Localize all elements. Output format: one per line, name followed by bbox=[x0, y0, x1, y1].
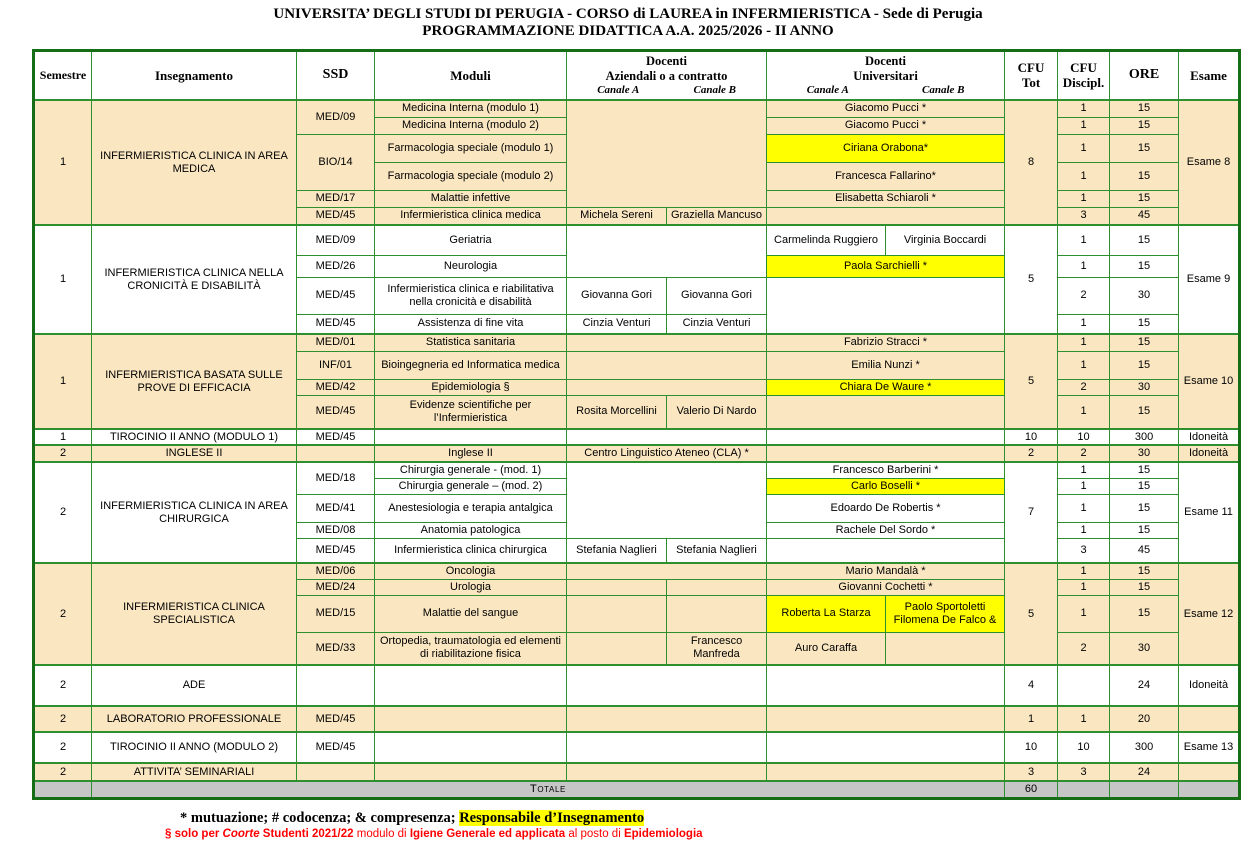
cfu-discipl-cell bbox=[1058, 781, 1110, 798]
ore-cell: 15 bbox=[1110, 462, 1179, 478]
docente-universitario-cell bbox=[767, 445, 1005, 462]
insegnamento-cell: INFERMIERISTICA CLINICA IN AREA CHIRURGICA bbox=[92, 462, 297, 563]
header-az-line1: Docenti bbox=[646, 54, 687, 69]
docente-universitario-cell: Emilia Nunzi * bbox=[767, 351, 1005, 379]
footnote-seg: Studenti 2021/22 bbox=[259, 827, 357, 840]
cfu-discipl-cell: 1 bbox=[1058, 314, 1110, 334]
ssd-cell: MED/09 bbox=[297, 225, 375, 255]
docente-aziendale-cell bbox=[567, 763, 767, 781]
ore-cell bbox=[1110, 781, 1179, 798]
cfu-discipl-cell: 10 bbox=[1058, 732, 1110, 763]
cfu-discipl-cell: 10 bbox=[1058, 429, 1110, 445]
footnote-coorte bbox=[165, 828, 1256, 840]
ssd-cell: MED/45 bbox=[297, 207, 375, 225]
modulo-cell: Statistica sanitaria bbox=[375, 334, 567, 351]
cfu-tot-cell: 5 bbox=[1005, 225, 1058, 334]
cfu-tot-cell: 5 bbox=[1005, 334, 1058, 429]
header-docenti-aziendali bbox=[567, 50, 767, 100]
modulo-cell: Geriatria bbox=[375, 225, 567, 255]
header-uni-canali bbox=[770, 84, 1001, 97]
table-header-row bbox=[34, 50, 1240, 100]
docente-universitario-cell: Paola Sarchielli * bbox=[767, 255, 1005, 277]
esame-cell: Esame 12 bbox=[1179, 563, 1240, 665]
ore-cell: 30 bbox=[1110, 379, 1179, 395]
docente-universitario-cell: Edoardo De Robertis * bbox=[767, 494, 1005, 522]
cfu-discipl-cell: 2 bbox=[1058, 379, 1110, 395]
table-row bbox=[34, 706, 1240, 732]
table-row bbox=[34, 563, 1240, 579]
table-row bbox=[34, 334, 1240, 351]
docente-aziendale-cell bbox=[567, 379, 767, 395]
docente-universitario-cell bbox=[886, 595, 1005, 632]
semestre-cell: 1 bbox=[34, 100, 92, 225]
ore-cell: 20 bbox=[1110, 706, 1179, 732]
insegnamento-cell: ADE bbox=[92, 665, 297, 706]
docente-universitario-cell: Giovanni Cochetti * bbox=[767, 579, 1005, 595]
modulo-cell: Oncologia bbox=[375, 563, 567, 579]
cfu-tot-cell: 10 bbox=[1005, 732, 1058, 763]
cfu-discipl-cell bbox=[1058, 665, 1110, 706]
table-row bbox=[34, 665, 1240, 706]
semestre-cell: 2 bbox=[34, 462, 92, 563]
ore-cell: 15 bbox=[1110, 100, 1179, 117]
docente-aziendale-cell: Michela Sereni bbox=[567, 207, 667, 225]
modulo-cell: Medicina Interna (modulo 2) bbox=[375, 117, 567, 134]
totale-row bbox=[34, 781, 1240, 798]
docente-universitario-cell: Chiara De Waure * bbox=[767, 379, 1005, 395]
modulo-cell: Assistenza di fine vita bbox=[375, 314, 567, 334]
cfu-discipl-cell: 1 bbox=[1058, 190, 1110, 207]
header-uni-canale-b: Canale B bbox=[922, 83, 965, 96]
docente-aziendale-cell: Rosita Morcellini bbox=[567, 395, 667, 429]
docente-universitario-cell bbox=[886, 632, 1005, 665]
docente-name-line2: Filomena De Falco & bbox=[893, 613, 997, 626]
cfu-discipl-cell: 1 bbox=[1058, 100, 1110, 117]
ssd-cell: MED/33 bbox=[297, 632, 375, 665]
esame-cell bbox=[1179, 781, 1240, 798]
docente-universitario-cell: Carlo Boselli * bbox=[767, 478, 1005, 494]
insegnamento-cell: ATTIVITA’ SEMINARIALI bbox=[92, 763, 297, 781]
cfu-tot-cell: 60 bbox=[1005, 781, 1058, 798]
ssd-cell bbox=[297, 445, 375, 462]
cfu-tot-cell: 3 bbox=[1005, 763, 1058, 781]
modulo-cell bbox=[375, 732, 567, 763]
header-cfu-tot-line2: Tot bbox=[1021, 75, 1041, 91]
modulo-cell bbox=[375, 429, 567, 445]
semestre-cell: 1 bbox=[34, 225, 92, 334]
modulo-cell: Chirurgia generale - (mod. 1) bbox=[375, 462, 567, 478]
header-uni-line2: Universitari bbox=[853, 68, 918, 83]
docente-aziendale-cell: Graziella Mancuso bbox=[667, 207, 767, 225]
docente-universitario-cell: Roberta La Starza bbox=[767, 595, 886, 632]
docente-universitario-cell: Virginia Boccardi bbox=[886, 225, 1005, 255]
insegnamento-cell: INGLESE II bbox=[92, 445, 297, 462]
docente-aziendale-cell bbox=[567, 665, 767, 706]
header-esame: Esame bbox=[1179, 50, 1240, 100]
insegnamento-cell: INFERMIERISTICA BASATA SULLE PROVE DI EFFICACIA bbox=[92, 334, 297, 429]
semestre-cell bbox=[34, 781, 92, 798]
ore-cell: 300 bbox=[1110, 732, 1179, 763]
ore-cell: 30 bbox=[1110, 445, 1179, 462]
modulo-cell: Anatomia patologica bbox=[375, 522, 567, 538]
header-insegnamento: Insegnamento bbox=[92, 50, 297, 100]
ore-cell: 15 bbox=[1110, 522, 1179, 538]
cfu-tot-cell: 7 bbox=[1005, 462, 1058, 563]
ore-cell: 15 bbox=[1110, 351, 1179, 379]
insegnamento-cell: INFERMIERISTICA CLINICA IN AREA MEDICA bbox=[92, 100, 297, 225]
esame-cell: Idoneità bbox=[1179, 445, 1240, 462]
cfu-discipl-cell: 1 bbox=[1058, 395, 1110, 429]
cfu-discipl-cell: 1 bbox=[1058, 334, 1110, 351]
modulo-cell: Bioingegneria ed Informatica medica bbox=[375, 351, 567, 379]
docente-universitario-cell: Rachele Del Sordo * bbox=[767, 522, 1005, 538]
cfu-tot-cell: 2 bbox=[1005, 445, 1058, 462]
modulo-cell: Ortopedia, traumatologia ed elementi di riabilitazione fisica bbox=[375, 632, 567, 665]
semestre-cell: 2 bbox=[34, 563, 92, 665]
cfu-discipl-cell: 1 bbox=[1058, 478, 1110, 494]
ore-cell: 15 bbox=[1110, 117, 1179, 134]
ore-cell: 15 bbox=[1110, 162, 1179, 190]
semestre-cell: 2 bbox=[34, 665, 92, 706]
esame-cell: Esame 8 bbox=[1179, 100, 1240, 225]
insegnamento-cell: LABORATORIO PROFESSIONALE bbox=[92, 706, 297, 732]
ssd-cell: MED/45 bbox=[297, 538, 375, 563]
docente-aziendale-cell: Giovanna Gori bbox=[667, 277, 767, 314]
modulo-cell: Medicina Interna (modulo 1) bbox=[375, 100, 567, 117]
insegnamento-cell: INFERMIERISTICA CLINICA NELLA CRONICITÀ E DISABILITÀ bbox=[92, 225, 297, 334]
footnote-legend bbox=[180, 810, 1256, 827]
footnote-seg: § solo per bbox=[165, 827, 223, 840]
semestre-cell: 1 bbox=[34, 429, 92, 445]
ssd-cell: MED/42 bbox=[297, 379, 375, 395]
insegnamento-cell: TIROCINIO II ANNO (MODULO 2) bbox=[92, 732, 297, 763]
docente-universitario-cell: Francesco Barberini * bbox=[767, 462, 1005, 478]
insegnamento-cell: INFERMIERISTICA CLINICA SPECIALISTICA bbox=[92, 563, 297, 665]
docente-universitario-cell: Ciriana Orabona* bbox=[767, 134, 1005, 162]
cfu-discipl-cell: 3 bbox=[1058, 763, 1110, 781]
docente-aziendale-cell bbox=[567, 334, 767, 351]
header-ore: ORE bbox=[1110, 50, 1179, 100]
semestre-cell: 2 bbox=[34, 763, 92, 781]
docente-universitario-cell: Giacomo Pucci * bbox=[767, 117, 1005, 134]
docente-aziendale-cell bbox=[567, 429, 767, 445]
ssd-cell bbox=[297, 763, 375, 781]
document-title bbox=[0, 0, 1256, 41]
header-ssd: SSD bbox=[297, 50, 375, 100]
cfu-discipl-cell: 2 bbox=[1058, 632, 1110, 665]
footnote-seg-igiene: Igiene Generale ed applicata bbox=[409, 827, 566, 840]
ssd-cell: MED/24 bbox=[297, 579, 375, 595]
table-row bbox=[34, 462, 1240, 478]
header-cfu-tot-line1: CFU bbox=[1017, 59, 1045, 75]
docente-aziendale-cell: Stefania Naglieri bbox=[567, 538, 667, 563]
esame-cell bbox=[1179, 763, 1240, 781]
footnote-seg-coorte: Coorte bbox=[222, 827, 260, 840]
docente-universitario-cell bbox=[767, 665, 1005, 706]
ore-cell: 15 bbox=[1110, 478, 1179, 494]
cfu-discipl-cell: 1 bbox=[1058, 117, 1110, 134]
docente-universitario-cell: Auro Caraffa bbox=[767, 632, 886, 665]
esame-cell: Esame 9 bbox=[1179, 225, 1240, 334]
docente-universitario-cell: Giacomo Pucci * bbox=[767, 100, 1005, 117]
cfu-tot-cell: 4 bbox=[1005, 665, 1058, 706]
modulo-cell: Infermieristica clinica medica bbox=[375, 207, 567, 225]
table-row bbox=[34, 429, 1240, 445]
cfu-discipl-cell: 1 bbox=[1058, 579, 1110, 595]
docente-aziendale-cell: Stefania Naglieri bbox=[667, 538, 767, 563]
ssd-cell: MED/15 bbox=[297, 595, 375, 632]
ssd-cell: MED/17 bbox=[297, 190, 375, 207]
semestre-cell: 2 bbox=[34, 445, 92, 462]
docente-aziendale-cell: Cinzia Venturi bbox=[667, 314, 767, 334]
modulo-cell bbox=[375, 665, 567, 706]
footnote-seg: al posto di bbox=[565, 827, 624, 840]
insegnamento-cell: TIROCINIO II ANNO (MODULO 1) bbox=[92, 429, 297, 445]
ore-cell: 24 bbox=[1110, 763, 1179, 781]
totale-label: Totale bbox=[92, 781, 1005, 798]
document-title-line2: PROGRAMMAZIONE DIDATTICA A.A. 2025/2026 - II ANNO bbox=[422, 23, 834, 40]
semestre-cell: 2 bbox=[34, 706, 92, 732]
ore-cell: 15 bbox=[1110, 563, 1179, 579]
ore-cell: 15 bbox=[1110, 595, 1179, 632]
table-row bbox=[34, 763, 1240, 781]
ssd-cell: MED/45 bbox=[297, 277, 375, 314]
docente-aziendale-cell bbox=[567, 732, 767, 763]
cfu-tot-cell: 10 bbox=[1005, 429, 1058, 445]
docente-aziendale-cell bbox=[567, 351, 767, 379]
modulo-cell: Anestesiologia e terapia antalgica bbox=[375, 494, 567, 522]
ore-cell: 15 bbox=[1110, 314, 1179, 334]
ore-cell: 15 bbox=[1110, 494, 1179, 522]
docente-universitario-cell: Carmelinda Ruggiero bbox=[767, 225, 886, 255]
ssd-cell: MED/45 bbox=[297, 395, 375, 429]
modulo-cell: Urologia bbox=[375, 579, 567, 595]
cfu-discipl-cell: 2 bbox=[1058, 445, 1110, 462]
ssd-cell: MED/45 bbox=[297, 429, 375, 445]
ore-cell: 45 bbox=[1110, 538, 1179, 563]
cfu-tot-cell: 5 bbox=[1005, 563, 1058, 665]
ore-cell: 45 bbox=[1110, 207, 1179, 225]
cfu-tot-cell: 1 bbox=[1005, 706, 1058, 732]
esame-cell: Esame 10 bbox=[1179, 334, 1240, 429]
header-az-canale-a: Canale A bbox=[597, 83, 640, 96]
ore-cell: 15 bbox=[1110, 225, 1179, 255]
semestre-cell: 2 bbox=[34, 732, 92, 763]
table-row bbox=[34, 100, 1240, 117]
ore-cell: 15 bbox=[1110, 395, 1179, 429]
docente-aziendale-cell bbox=[567, 706, 767, 732]
footnote-legend-text: * mutuazione; # codocenza; & compresenza; bbox=[180, 809, 460, 826]
footnote-seg-epidemiologia: Epidemiologia bbox=[623, 827, 703, 840]
modulo-cell: Malattie infettive bbox=[375, 190, 567, 207]
ssd-cell: BIO/14 bbox=[297, 134, 375, 190]
modulo-cell: Farmacologia speciale (modulo 2) bbox=[375, 162, 567, 190]
docente-aziendale-cell bbox=[567, 563, 767, 579]
docente-aziendale-cell bbox=[667, 595, 767, 632]
cfu-discipl-cell: 1 bbox=[1058, 563, 1110, 579]
ssd-cell: MED/45 bbox=[297, 314, 375, 334]
header-uni-line1: Docenti bbox=[865, 54, 906, 69]
table-row bbox=[34, 445, 1240, 462]
docente-name-line1: Paolo Sportoletti bbox=[904, 600, 986, 613]
ssd-cell: MED/08 bbox=[297, 522, 375, 538]
cfu-discipl-cell: 1 bbox=[1058, 462, 1110, 478]
cfu-discipl-cell: 1 bbox=[1058, 134, 1110, 162]
header-docenti-universitari bbox=[767, 50, 1005, 100]
docente-universitario-cell bbox=[767, 706, 1005, 732]
modulo-cell: Malattie del sangue bbox=[375, 595, 567, 632]
docente-aziendale-cell: Centro Linguistico Ateneo (CLA) * bbox=[567, 445, 767, 462]
docente-aziendale-cell: Giovanna Gori bbox=[567, 277, 667, 314]
docente-universitario-cell bbox=[767, 732, 1005, 763]
docente-universitario-cell bbox=[767, 277, 1005, 334]
docente-aziendale-cell: Francesco Manfreda bbox=[667, 632, 767, 665]
cfu-discipl-cell: 1 bbox=[1058, 162, 1110, 190]
ssd-cell: MED/45 bbox=[297, 732, 375, 763]
ssd-cell: MED/41 bbox=[297, 494, 375, 522]
docente-universitario-cell bbox=[767, 763, 1005, 781]
ore-cell: 30 bbox=[1110, 632, 1179, 665]
ore-cell: 15 bbox=[1110, 255, 1179, 277]
docente-universitario-cell: Fabrizio Stracci * bbox=[767, 334, 1005, 351]
cfu-tot-cell: 8 bbox=[1005, 100, 1058, 225]
ore-cell: 24 bbox=[1110, 665, 1179, 706]
ore-cell: 15 bbox=[1110, 134, 1179, 162]
ore-cell: 15 bbox=[1110, 334, 1179, 351]
ssd-cell: MED/06 bbox=[297, 563, 375, 579]
esame-cell bbox=[1179, 706, 1240, 732]
modulo-cell: Neurologia bbox=[375, 255, 567, 277]
header-cfu-discipl-line2: Discipl. bbox=[1062, 75, 1105, 91]
docente-universitario-cell bbox=[767, 538, 1005, 563]
ssd-cell bbox=[297, 665, 375, 706]
footnote-seg: modulo di bbox=[356, 827, 410, 840]
header-uni-canale-a: Canale A bbox=[806, 83, 849, 96]
ore-cell: 15 bbox=[1110, 190, 1179, 207]
esame-cell: Idoneità bbox=[1179, 429, 1240, 445]
ssd-cell: INF/01 bbox=[297, 351, 375, 379]
esame-cell: Idoneità bbox=[1179, 665, 1240, 706]
header-semestre: Semestre bbox=[34, 50, 92, 100]
docente-universitario-cell: Mario Mandalà * bbox=[767, 563, 1005, 579]
ore-cell: 300 bbox=[1110, 429, 1179, 445]
docente-universitario-cell bbox=[767, 395, 1005, 429]
header-moduli: Moduli bbox=[375, 50, 567, 100]
cfu-discipl-cell: 1 bbox=[1058, 255, 1110, 277]
ssd-cell: MED/09 bbox=[297, 100, 375, 134]
docente-universitario-cell: Francesca Fallarino* bbox=[767, 162, 1005, 190]
cfu-discipl-cell: 1 bbox=[1058, 522, 1110, 538]
header-cfu-tot bbox=[1005, 50, 1058, 100]
docente-universitario-cell bbox=[767, 207, 1005, 225]
ssd-cell: MED/01 bbox=[297, 334, 375, 351]
cfu-discipl-cell: 1 bbox=[1058, 494, 1110, 522]
docente-universitario-cell: Elisabetta Schiaroli * bbox=[767, 190, 1005, 207]
ore-cell: 30 bbox=[1110, 277, 1179, 314]
cfu-discipl-cell: 2 bbox=[1058, 277, 1110, 314]
cfu-discipl-cell: 3 bbox=[1058, 207, 1110, 225]
docente-aziendale-cell bbox=[667, 579, 767, 595]
cfu-discipl-cell: 1 bbox=[1058, 706, 1110, 732]
footnote-responsabile-highlight: Responsabile d’Insegnamento bbox=[459, 809, 645, 826]
docente-universitario-cell bbox=[767, 429, 1005, 445]
header-cfu-discipl bbox=[1058, 50, 1110, 100]
docente-aziendale-cell bbox=[567, 225, 767, 277]
cfu-discipl-cell: 1 bbox=[1058, 595, 1110, 632]
cfu-discipl-cell: 1 bbox=[1058, 225, 1110, 255]
docente-aziendale-cell bbox=[567, 595, 667, 632]
docente-aziendale-cell bbox=[567, 462, 767, 538]
cfu-discipl-cell: 1 bbox=[1058, 351, 1110, 379]
didactic-planning-table bbox=[32, 49, 1241, 800]
docente-aziendale-cell: Valerio Di Nardo bbox=[667, 395, 767, 429]
ssd-cell: MED/26 bbox=[297, 255, 375, 277]
ssd-cell: MED/45 bbox=[297, 706, 375, 732]
modulo-cell: Inglese II bbox=[375, 445, 567, 462]
esame-cell: Esame 11 bbox=[1179, 462, 1240, 563]
modulo-cell: Epidemiologia § bbox=[375, 379, 567, 395]
modulo-cell: Evidenze scientifiche per l’Infermieristica bbox=[375, 395, 567, 429]
esame-cell: Esame 13 bbox=[1179, 732, 1240, 763]
docente-aziendale-cell bbox=[567, 579, 667, 595]
header-az-line2: Aziendali o a contratto bbox=[605, 68, 728, 83]
modulo-cell: Farmacologia speciale (modulo 1) bbox=[375, 134, 567, 162]
ssd-cell: MED/18 bbox=[297, 462, 375, 494]
docente-aziendale-cell bbox=[567, 100, 767, 207]
document-title-line1: UNIVERSITA’ DEGLI STUDI DI PERUGIA - CORSO di LAUREA in INFERMIERISTICA - Sede di Perugia bbox=[273, 6, 983, 22]
modulo-cell bbox=[375, 706, 567, 732]
table-row bbox=[34, 225, 1240, 255]
semestre-cell: 1 bbox=[34, 334, 92, 429]
header-cfu-discipl-line1: CFU bbox=[1070, 59, 1097, 75]
table-row bbox=[34, 732, 1240, 763]
ore-cell: 15 bbox=[1110, 579, 1179, 595]
header-az-canale-b: Canale B bbox=[693, 83, 737, 96]
modulo-cell: Chirurgia generale – (mod. 2) bbox=[375, 478, 567, 494]
modulo-cell: Infermieristica clinica chirurgica bbox=[375, 538, 567, 563]
modulo-cell bbox=[375, 763, 567, 781]
modulo-cell: Infermieristica clinica e riabilitativa nella cronicità e disabilità bbox=[375, 277, 567, 314]
header-az-canali bbox=[570, 84, 763, 97]
docente-aziendale-cell bbox=[567, 632, 667, 665]
cfu-discipl-cell: 3 bbox=[1058, 538, 1110, 563]
docente-aziendale-cell: Cinzia Venturi bbox=[567, 314, 667, 334]
